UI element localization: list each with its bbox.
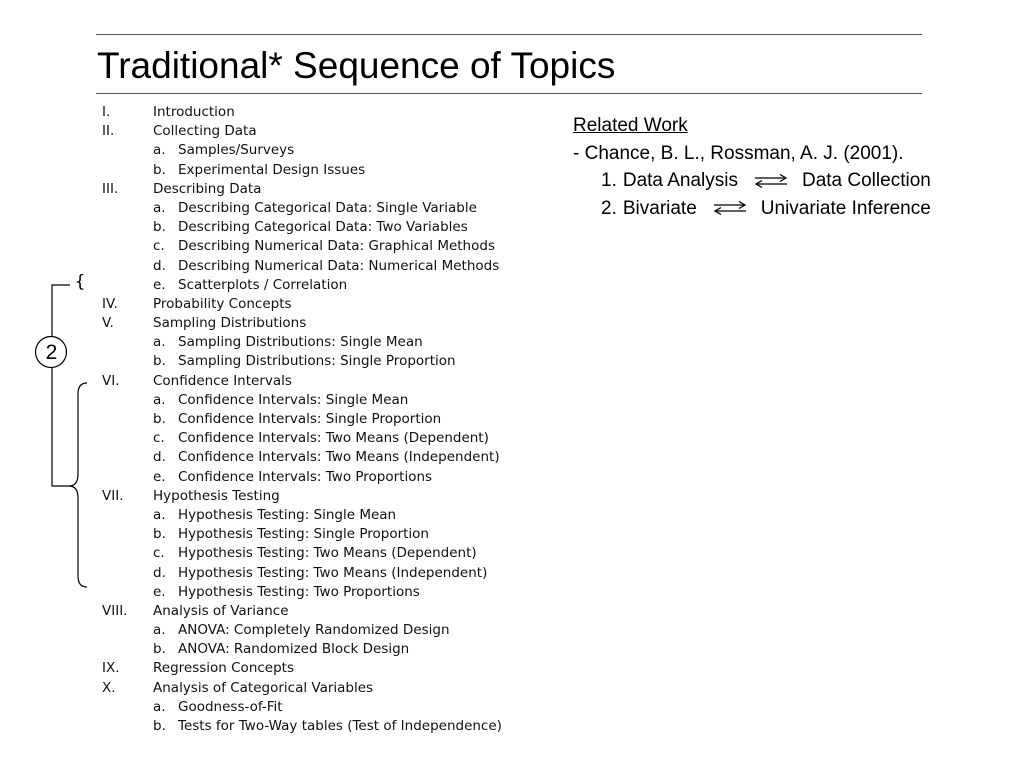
outline-item-text: Probability Concepts — [153, 295, 292, 312]
group-badge-number: 2 — [45, 341, 58, 364]
outline-item-text: Describing Numerical Data: Graphical Methods — [178, 238, 495, 255]
pair-left-topic: Bivariate — [622, 197, 697, 219]
outline-item-text: Hypothesis Testing: Single Proportion — [178, 526, 429, 543]
outline-item-number: d. — [153, 564, 166, 581]
outline-item-text: Analysis of Variance — [153, 602, 289, 619]
outline-item-number: a. — [153, 622, 166, 639]
outline-item-number: e. — [153, 468, 166, 485]
pair-right-topic: Univariate Inference — [760, 197, 931, 219]
outline-item-text: Confidence Intervals: Two Means (Dependent) — [178, 430, 489, 447]
outline-item-number: e. — [153, 583, 166, 600]
outline-item-text: Introduction — [153, 104, 235, 120]
outline-item-number: a. — [153, 391, 166, 408]
outline-item-text: Describing Categorical Data: Single Variable — [178, 199, 477, 216]
outline-item-text: Confidence Intervals: Single Proportion — [178, 411, 442, 427]
outline-item-text: Hypothesis Testing: Single Mean — [178, 506, 397, 523]
outline-item-number: a. — [153, 506, 166, 523]
slide-title: Traditional* Sequence of Topics — [97, 45, 616, 86]
outline-item-number: VIII. — [102, 602, 128, 619]
outline-item-number: b. — [153, 353, 166, 370]
large-curly-brace — [69, 383, 87, 587]
outline-item-text: ANOVA: Completely Randomized Design — [178, 622, 450, 639]
outline-item-number: b. — [153, 526, 166, 543]
outline-item-text: Confidence Intervals: Two Means (Independent) — [178, 449, 500, 466]
related-work-citation: - Chance, B. L., Rossman, A. J. (2001). — [573, 142, 904, 164]
outline-item-text: Samples/Surveys — [178, 142, 295, 159]
outline-item-text: Experimental Design Issues — [178, 161, 366, 178]
outline-item-text: Describing Data — [153, 180, 262, 197]
outline-item-number: VII. — [102, 487, 124, 504]
related-work-heading: Related Work — [573, 115, 688, 136]
outline-item-text: Describing Numerical Data: Numerical Methods — [178, 257, 500, 274]
outline-item-number: b. — [153, 718, 166, 734]
outline-item-text: Hypothesis Testing — [153, 487, 280, 504]
outline-item-text: ANOVA: Randomized Block Design — [178, 641, 410, 658]
outline-item-number: V. — [102, 315, 114, 332]
pair-index: 1. — [601, 170, 617, 191]
outline-item-text: Collecting Data — [153, 123, 257, 140]
group-bracket-line — [52, 285, 70, 486]
pair-left-topic: Data Analysis — [622, 170, 738, 191]
outline-item-number: I. — [102, 104, 111, 120]
outline-item-text: Sampling Distributions: Single Mean — [178, 334, 423, 351]
outline-item-text: Sampling Distributions — [153, 315, 307, 332]
outline-item-number: IX. — [102, 660, 120, 677]
outline-item-number: d. — [153, 257, 166, 274]
outline-item-text: Hypothesis Testing: Two Means (Dependent) — [178, 545, 477, 562]
outline-item-number: III. — [102, 180, 119, 197]
outline-item-number: c. — [153, 545, 165, 562]
outline-item-number: VI. — [102, 372, 120, 389]
outline-item-number: b. — [153, 641, 166, 658]
pair-right-topic: Data Collection — [801, 170, 931, 191]
outline-item-text: Regression Concepts — [153, 660, 294, 677]
outline-item-text: Goodness-of-Fit — [178, 698, 283, 715]
outline-item-text: Hypothesis Testing: Two Means (Independent) — [178, 564, 488, 581]
outline-item-number: IV. — [102, 295, 118, 312]
outline-item-number: II. — [102, 123, 115, 140]
outline-item-number: e. — [153, 276, 166, 293]
pair-index: 2. — [601, 197, 617, 219]
outline-item-text: Confidence Intervals — [153, 372, 292, 389]
outline-item-text: Confidence Intervals: Single Mean — [178, 391, 409, 408]
outline-item-number: a. — [153, 199, 166, 216]
outline-item-text: Hypothesis Testing: Two Proportions — [178, 583, 420, 600]
outline-item-number: a. — [153, 334, 166, 351]
outline-item-number: c. — [153, 430, 165, 447]
small-curly-brace: { — [74, 272, 86, 292]
outline-item-number: b. — [153, 219, 166, 236]
outline-item-text: Describing Categorical Data: Two Variables — [178, 219, 468, 236]
outline-item-number: a. — [153, 142, 166, 159]
outline-item-number: b. — [153, 411, 166, 427]
outline-item-number: d. — [153, 449, 166, 466]
outline-item-text: Sampling Distributions: Single Proportion — [178, 353, 456, 370]
outline-item-text: Scatterplots / Correlation — [178, 276, 348, 293]
outline-item-number: b. — [153, 161, 166, 178]
outline-item-text: Analysis of Categorical Variables — [153, 679, 374, 696]
outline-item-number: a. — [153, 698, 166, 715]
outline-item-number: X. — [102, 679, 116, 696]
outline-item-number: c. — [153, 238, 165, 255]
outline-item-text: Tests for Two-Way tables (Test of Independence) — [178, 718, 502, 734]
outline-item-text: Confidence Intervals: Two Proportions — [178, 468, 433, 485]
